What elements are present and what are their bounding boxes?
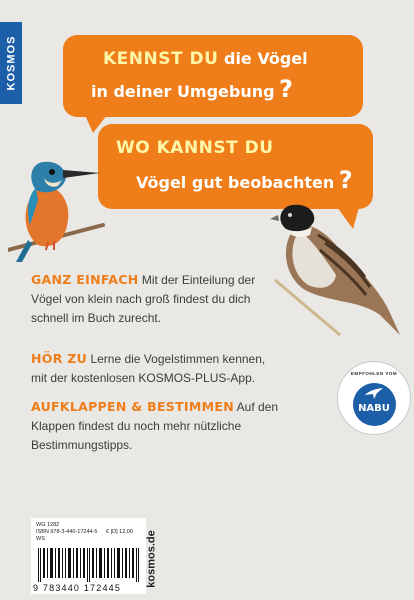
barcode-digits: 9 783440 172445 bbox=[33, 583, 122, 593]
bubble-1-question-mark: ? bbox=[279, 75, 293, 103]
publisher-url[interactable] bbox=[145, 524, 159, 594]
barcode-info bbox=[36, 522, 97, 543]
bubble-2-line-1 bbox=[116, 138, 274, 158]
barcode-ws: WS bbox=[36, 536, 45, 542]
kosmos-brand-tab bbox=[0, 22, 22, 104]
bubble-1-line-2 bbox=[91, 75, 293, 103]
feature-listen bbox=[31, 349, 271, 388]
bubble-2-line-2 bbox=[136, 166, 353, 194]
publisher-url-text: kosmos.de bbox=[146, 530, 158, 588]
brand-label: KOSMOS bbox=[5, 35, 17, 91]
barcode-panel bbox=[31, 518, 146, 594]
nabu-name: NABU bbox=[358, 403, 390, 414]
speech-bubble-1 bbox=[63, 35, 363, 117]
bubble-2-line-2-text: Vögel gut beobachten bbox=[136, 173, 335, 192]
stork-icon bbox=[364, 386, 384, 400]
feature-easy-heading: GANZ EINFACH bbox=[31, 272, 139, 287]
barcode-isbn: ISBN 978-3-440-17244-5 bbox=[36, 529, 98, 535]
barcode-price: € [D] 12,00 bbox=[106, 529, 133, 535]
reed-bunting-illustration bbox=[270, 195, 410, 340]
bubble-1-rest: die Vögel bbox=[218, 49, 308, 68]
nabu-recommended-by: EMPFOHLEN VOM bbox=[350, 371, 398, 376]
feature-easy-text: Mit der Einteilung der Vögel von klein nach groß findest du dich schnell im Buch zurecht. bbox=[31, 273, 256, 325]
bubble-1-line-1 bbox=[103, 49, 308, 69]
bubble-2-question-mark: ? bbox=[338, 166, 353, 194]
feature-easy bbox=[31, 270, 271, 328]
nabu-recommendation-badge bbox=[337, 361, 411, 435]
bubble-2-caps: WO KANNST DU bbox=[116, 138, 274, 158]
barcode-wg: WG 1282 bbox=[36, 522, 60, 528]
feature-flaps-heading: AUFKLAPPEN & BESTIMMEN bbox=[31, 399, 234, 414]
feature-listen-heading: HÖR ZU bbox=[31, 351, 88, 366]
feature-flaps-text: Auf den Klappen findest du noch mehr nützliche Bestimmungstipps. bbox=[31, 400, 279, 452]
bubble-1-line-2-text: in deiner Umgebung bbox=[91, 82, 275, 101]
barcode-bars bbox=[36, 548, 141, 582]
feature-flaps bbox=[31, 397, 321, 455]
feature-listen-text: Lerne die Vogelstimmen kennen, mit der kostenlosen KOSMOS-PLUS-App. bbox=[31, 352, 266, 385]
bubble-1-caps: KENNST DU bbox=[103, 49, 219, 69]
kingfisher-illustration bbox=[8, 150, 108, 265]
